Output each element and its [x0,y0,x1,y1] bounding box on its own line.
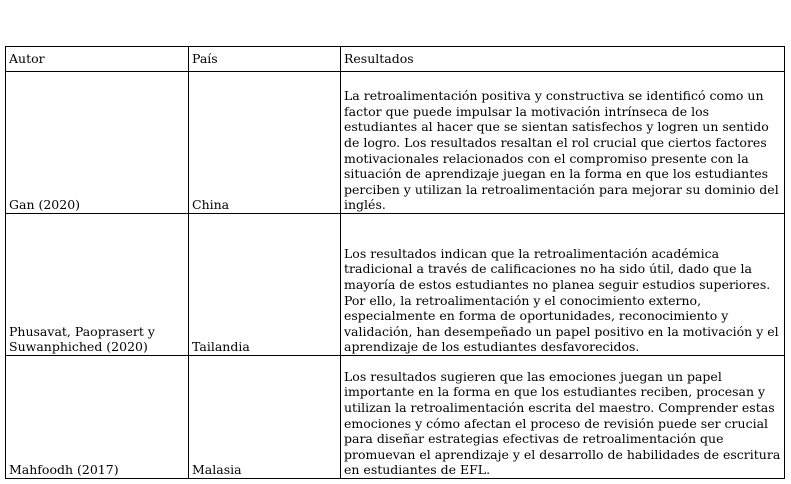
header-pais: País [189,47,341,72]
cell-autor: Mahfoodh (2017) [6,356,189,479]
table-row [6,356,785,479]
cell-pais: China [189,72,341,214]
table-header-row [6,47,785,72]
cell-autor: Phusavat, Paoprasert y Suwanphiched (2020) [6,214,189,356]
cell-autor: Gan (2020) [6,72,189,214]
cell-pais: Malasia [189,356,341,479]
header-resultados: Resultados [341,47,785,72]
table-row [6,72,785,214]
cell-resultados: Los resultados sugieren que las emociones juegan un papel importante en la forma en que los estudiantes reciben, procesan y utilizan la retroalimentación escrita del maestro. Comprender estas emociones y cómo afectan el proceso de revisión puede ser crucial para diseñar estrategias efectivas de retroalimentación que promuevan el aprendizaje y el desarrollo de habilidades de escritura en estudiantes de EFL. [341,356,785,479]
header-autor: Autor [6,47,189,72]
cell-resultados: Los resultados indican que la retroalimentación académica tradicional a través de calificaciones no ha sido útil, dado que la mayoría de estos estudiantes no planea seguir estudios superiores. Por ello, la retroalimentación y el conocimiento externo, especialmente en forma de oportunidades, reconocimiento y validación, han desempeñado un papel positivo en la motivación y el aprendizaje de los estudiantes desfavorecidos. [341,214,785,356]
results-table [5,46,785,479]
cell-pais: Tailandia [189,214,341,356]
table-row [6,214,785,356]
cell-resultados: La retroalimentación positiva y constructiva se identificó como un factor que puede impulsar la motivación intrínseca de los estudiantes al hacer que se sientan satisfechos y logren un sentido de logro. Los resultados resaltan el rol crucial que ciertos factores motivacionales relacionados con el compromiso presente con la situación de aprendizaje juegan en la forma en que los estudiantes perciben y utilizan la retroalimentación para mejorar su dominio del inglés. [341,72,785,214]
